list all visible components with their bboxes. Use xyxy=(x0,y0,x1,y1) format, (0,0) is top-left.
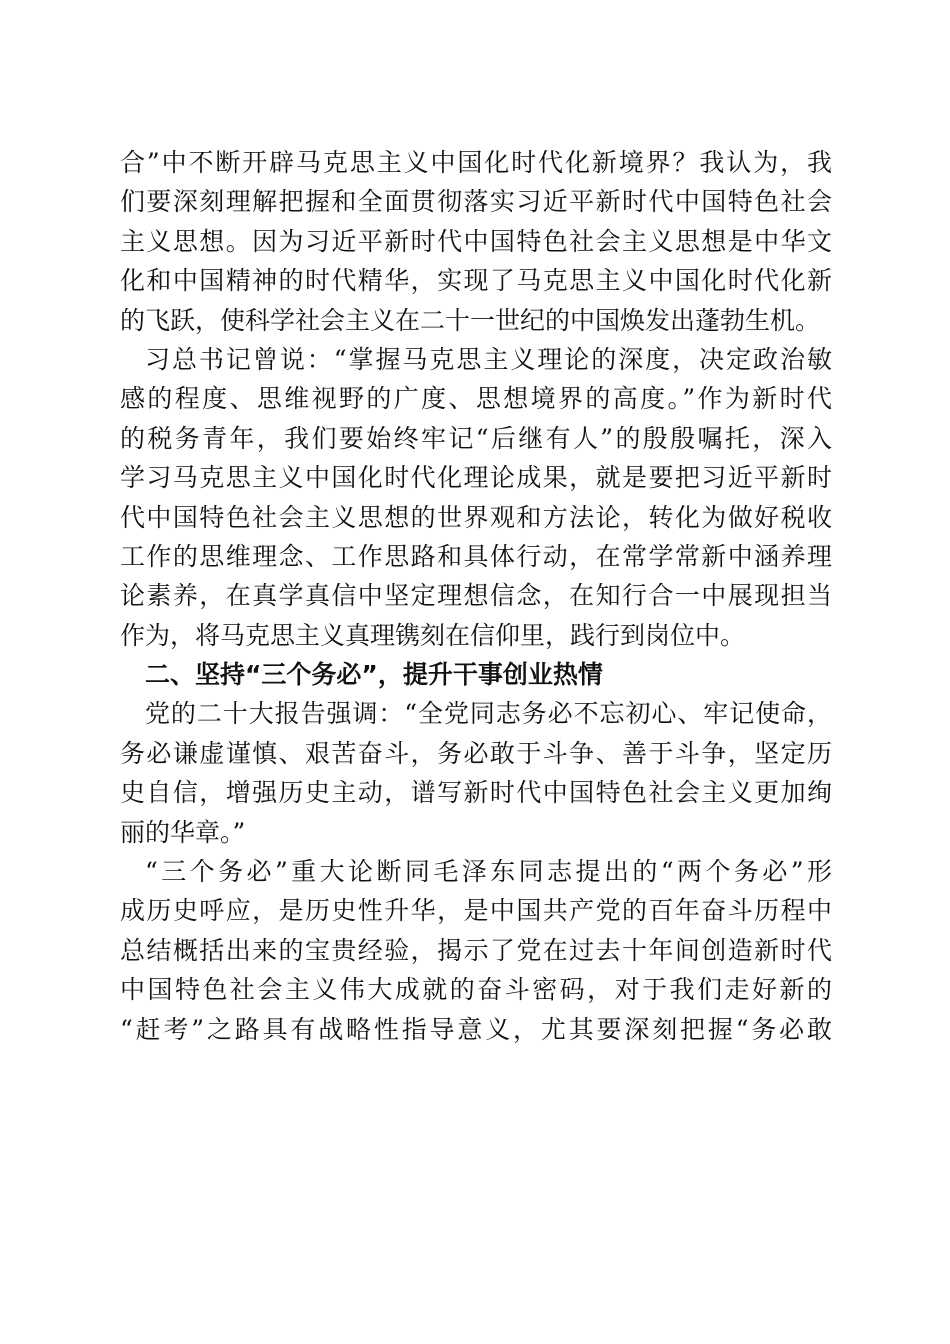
paragraph-line: 成历史呼应，是历史性升华，是中国共产党的百年奋斗历程中 xyxy=(120,896,832,926)
paragraph-line: 的税务青年，我们要始终牢记“后继有人”的殷殷嘱托，深入 xyxy=(120,423,832,453)
paragraph-line: 学习马克思主义中国化时代化理论成果，就是要把习近平新时 xyxy=(120,463,832,493)
paragraph-line: 中国特色社会主义伟大成就的奋斗密码，对于我们走好新的 xyxy=(120,975,832,1005)
paragraph-line: 习总书记曾说：“掌握马克思主义理论的深度，决定政治敏 xyxy=(145,344,832,374)
paragraph-line: 务必谦虚谨慎、艰苦奋斗，务必敢于斗争、善于斗争，坚定历 xyxy=(120,738,832,768)
paragraph-line: 史自信，增强历史主动，谱写新时代中国特色社会主义更加绚 xyxy=(120,778,832,808)
paragraph-line: 代中国特色社会主义思想的世界观和方法论，转化为做好税收 xyxy=(120,502,832,532)
paragraph-line: 的飞跃，使科学社会主义在二十一世纪的中国焕发出蓬勃生机。 xyxy=(120,305,821,335)
paragraph-line: 主义思想。因为习近平新时代中国特色社会主义思想是中华文 xyxy=(120,226,832,256)
paragraph-line: 总结概括出来的宝贵经验，揭示了党在过去十年间创造新时代 xyxy=(120,935,832,965)
paragraph-line: 作为，将马克思主义真理镌刻在信仰里，践行到岗位中。 xyxy=(120,620,746,650)
paragraph-line: 化和中国精神的时代精华，实现了马克思主义中国化时代化新 xyxy=(120,266,832,296)
paragraph-line: 党的二十大报告强调：“全党同志务必不忘初心、牢记使命， xyxy=(145,699,832,729)
document-body xyxy=(120,143,832,1049)
paragraph-line: 们要深刻理解把握和全面贯彻落实习近平新时代中国特色社会 xyxy=(120,187,832,217)
paragraph-line: 合”中不断开辟马克思主义中国化时代化新境界？我认为，我 xyxy=(120,148,832,177)
paragraph-line: 论素养，在真学真信中坚定理想信念，在知行合一中展现担当 xyxy=(120,581,832,611)
paragraph-line: “赶考”之路具有战略性指导意义，尤其要深刻把握“务必敢 xyxy=(120,1014,832,1044)
paragraph-line: “三个务必”重大论断同毛泽东同志提出的“两个务必”形 xyxy=(145,857,832,887)
paragraph-line: 丽的华章。” xyxy=(120,817,246,847)
paragraph-line: 工作的思维理念、工作思路和具体行动，在常学常新中涵养理 xyxy=(120,541,832,571)
section-heading: 二、坚持“三个务必”，提升干事创业热情 xyxy=(145,660,603,690)
paragraph-line: 感的程度、思维视野的广度、思想境界的高度。”作为新时代 xyxy=(120,384,832,414)
